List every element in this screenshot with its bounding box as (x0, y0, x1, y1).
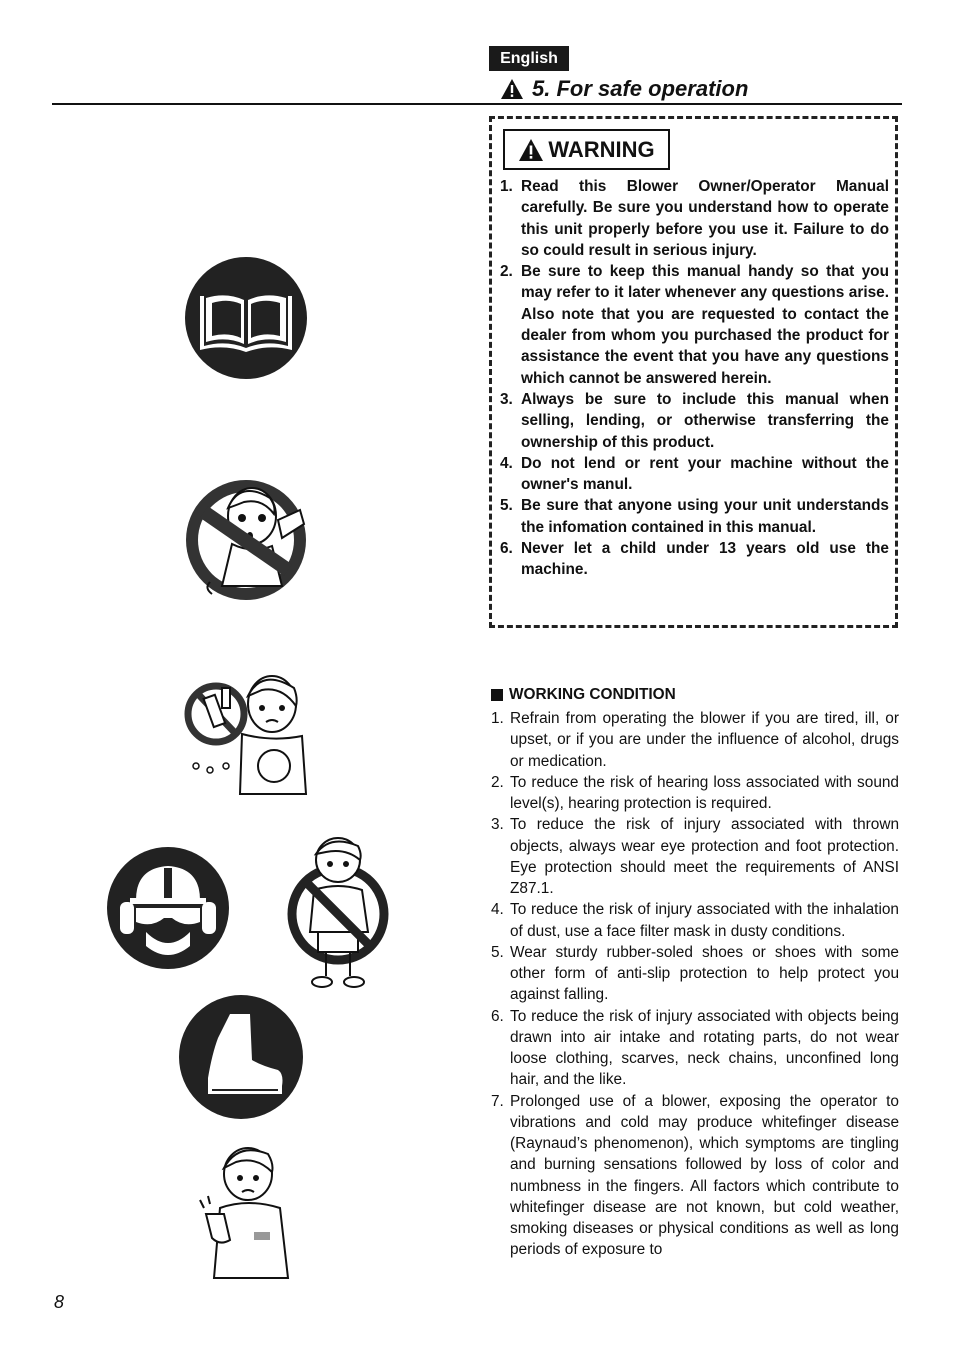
item-number: 3. (500, 390, 513, 408)
item-text: To reduce the risk of injury associated with the inhalation of dust, use a face filter mask in dusty conditions. (510, 901, 899, 940)
item-text: Never let a child under 13 years old use the machine. (521, 540, 889, 579)
working-condition-heading (491, 686, 676, 704)
cold-fingers-icon (192, 1142, 296, 1282)
item-text: To reduce the risk of injury associated with objects being drawn into air intake and rotating parts, do not wear loose clothing, scarves, neck chains, unconfined long hair, and the like. (510, 1007, 899, 1089)
item-number: 1. (500, 178, 513, 195)
condition-item (491, 1006, 899, 1091)
item-number: 2. (500, 263, 513, 281)
warning-triangle-icon (518, 138, 544, 162)
item-text: Be sure to keep this manual handy so that you may refer to it later whenever any questions arise. Also note that you are requested to contact the dealer from whom you purchased the product for assistance the event that you have any questions which cannot be answered herein. (521, 263, 889, 387)
item-number: 3. (491, 816, 504, 834)
section-title-text: 5. For safe operation (532, 76, 749, 101)
item-text: Do not lend or rent your machine without the owner's manul. (521, 454, 889, 494)
item-number: 4. (491, 901, 504, 919)
item-text: Refrain from operating the blower if you are tired, ill, or upset, or if you are under the influence of alcohol, drugs or medication. (510, 710, 899, 770)
warning-label: WARNING (548, 136, 655, 162)
item-number: 7. (491, 1092, 504, 1110)
condition-item (491, 772, 899, 815)
warning-item (500, 495, 889, 538)
item-text: To reduce the risk of injury associated with thrown objects, always wear eye protection and foot protection. Eye protection should meet the requirements of ANSI Z87.1. (510, 816, 899, 897)
warning-list (500, 176, 889, 581)
read-manual-icon (184, 256, 308, 380)
section-title (500, 74, 748, 104)
language-tab: English (489, 46, 569, 71)
warning-item (500, 176, 889, 261)
item-number: 5. (491, 943, 504, 961)
warning-item (500, 389, 889, 453)
condition-item (491, 942, 899, 1006)
item-text: Prolonged use of a blower, exposing the operator to vibrations and cold may produce whitefinger disease (Raynaud’s phenomenon), which symptoms are tingling and burning sensations followed by loss of color and numbness in the fingers. All factors which contribute to whitefinger disease are not known, but cold weather, smoking diseases or physical conditions as well as long periods of exposure to (510, 1092, 899, 1259)
working-condition-list (491, 708, 899, 1261)
item-number: 2. (491, 773, 504, 791)
header-rule (52, 103, 902, 105)
warning-item (500, 453, 889, 496)
item-number: 6. (491, 1007, 504, 1025)
item-text: Be sure that anyone using your unit understands the infomation contained in this manual. (521, 497, 889, 536)
condition-item (491, 1091, 899, 1261)
condition-item (491, 899, 899, 942)
item-text: Wear sturdy rubber-soled shoes or shoes with some other form of anti-slip protection to help protect you against falling. (510, 943, 899, 1004)
condition-item (491, 708, 899, 772)
warning-item (500, 261, 889, 389)
condition-item (491, 814, 899, 899)
warning-triangle-icon (500, 78, 524, 100)
safety-boot-icon (178, 994, 304, 1120)
no-alcohol-drugs-icon (182, 670, 312, 796)
item-text: To reduce the risk of hearing loss associated with sound level(s), hearing protection is required. (510, 773, 899, 812)
item-number: 6. (500, 540, 513, 558)
item-number: 5. (500, 497, 513, 515)
page-number: 8 (54, 1292, 65, 1312)
warning-badge (503, 129, 670, 170)
no-children-icon (182, 476, 312, 604)
warning-item (500, 538, 889, 581)
item-number: 4. (500, 454, 513, 472)
heading-text: WORKING CONDITION (509, 686, 676, 703)
item-text: Always be sure to include this manual when selling, lending, or otherwise transferring the ownership of this product. (521, 390, 889, 451)
helmet-goggles-earmuffs-icon (106, 846, 230, 970)
no-loose-clothing-icon (286, 836, 392, 994)
square-bullet-icon (491, 689, 503, 701)
item-number: 1. (491, 710, 504, 727)
item-text: Read this Blower Owner/Operator Manual carefully. Be sure you understand how to operate this unit properly before you use it. Failure to do so could result in serious injury. (521, 178, 889, 259)
